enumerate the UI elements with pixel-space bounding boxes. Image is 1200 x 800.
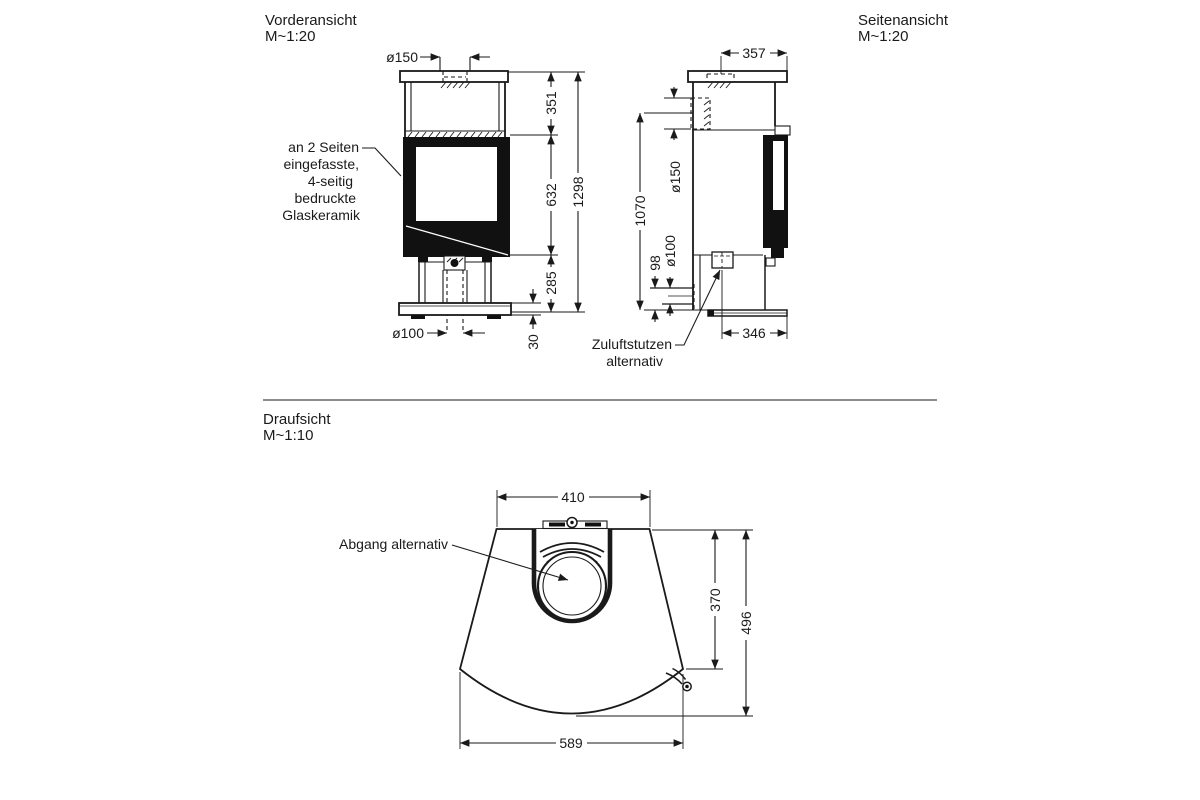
glass-note-line: eingefasste,	[283, 156, 359, 172]
glass-note-line: 4-seitig	[307, 173, 353, 189]
glass-note-line: Glaskeramik	[282, 207, 360, 223]
top-view-geometry	[460, 518, 691, 714]
top-dim-flue-center-depth: 370	[706, 588, 723, 612]
top-dim-total-depth: 496	[737, 611, 754, 635]
side-zuluft-stub	[712, 252, 733, 268]
front-frame-hatch	[408, 132, 502, 137]
side-dim-base-depth: 346	[742, 325, 766, 341]
front-view-geometry	[399, 57, 511, 330]
front-view-title: Vorderansicht	[265, 12, 357, 29]
front-dim-total-height: 1298	[569, 176, 586, 208]
side-flue-top-hatch	[708, 82, 731, 88]
top-dim-body-width: 410	[561, 489, 585, 505]
zuluft-label-line: alternativ	[606, 353, 663, 369]
side-view-scale: M~1:20	[858, 28, 909, 45]
front-note-leader	[362, 148, 401, 176]
abgang-label: Abgang alternativ	[339, 536, 448, 552]
front-door-knob	[451, 259, 459, 267]
side-view	[592, 12, 949, 369]
top-dim-max-width: 589	[559, 735, 583, 751]
side-dim-rear-flue-diameter: ø150	[666, 161, 683, 193]
side-dim-rear-air-diameter: ø100	[661, 235, 678, 267]
front-dim-glass-height: 632	[542, 183, 559, 207]
side-dim-top-depth: 357	[742, 45, 766, 61]
front-view	[265, 12, 586, 350]
glass-note-line: bedruckte	[294, 190, 356, 206]
side-dim-rear-flue-height: 1070	[631, 195, 648, 227]
front-flue-hatch	[441, 82, 470, 88]
top-view	[263, 400, 937, 751]
glass-note-line: an 2 Seiten	[288, 139, 359, 155]
front-dim-upper-height: 351	[542, 91, 559, 115]
side-dim-rear-air-height: 98	[646, 255, 663, 271]
front-view-scale: M~1:20	[265, 28, 316, 45]
front-glass-window	[416, 147, 497, 221]
zuluft-leader	[675, 270, 720, 345]
top-view-title: Draufsicht	[263, 411, 331, 428]
side-view-title: Seitenansicht	[858, 12, 949, 29]
front-dim-base-height: 30	[524, 334, 541, 350]
top-view-scale: M~1:10	[263, 427, 314, 444]
front-dim-flue-diameter: ø150	[386, 49, 418, 65]
top-flue-pipe-outer	[538, 552, 606, 620]
front-dim-pedestal-height: 285	[542, 271, 559, 295]
front-dim-floor-air-diameter: ø100	[392, 325, 424, 341]
zuluft-label-line: Zuluftstutzen	[591, 336, 672, 352]
top-view-labels	[263, 411, 448, 552]
front-view-labels	[265, 12, 361, 223]
